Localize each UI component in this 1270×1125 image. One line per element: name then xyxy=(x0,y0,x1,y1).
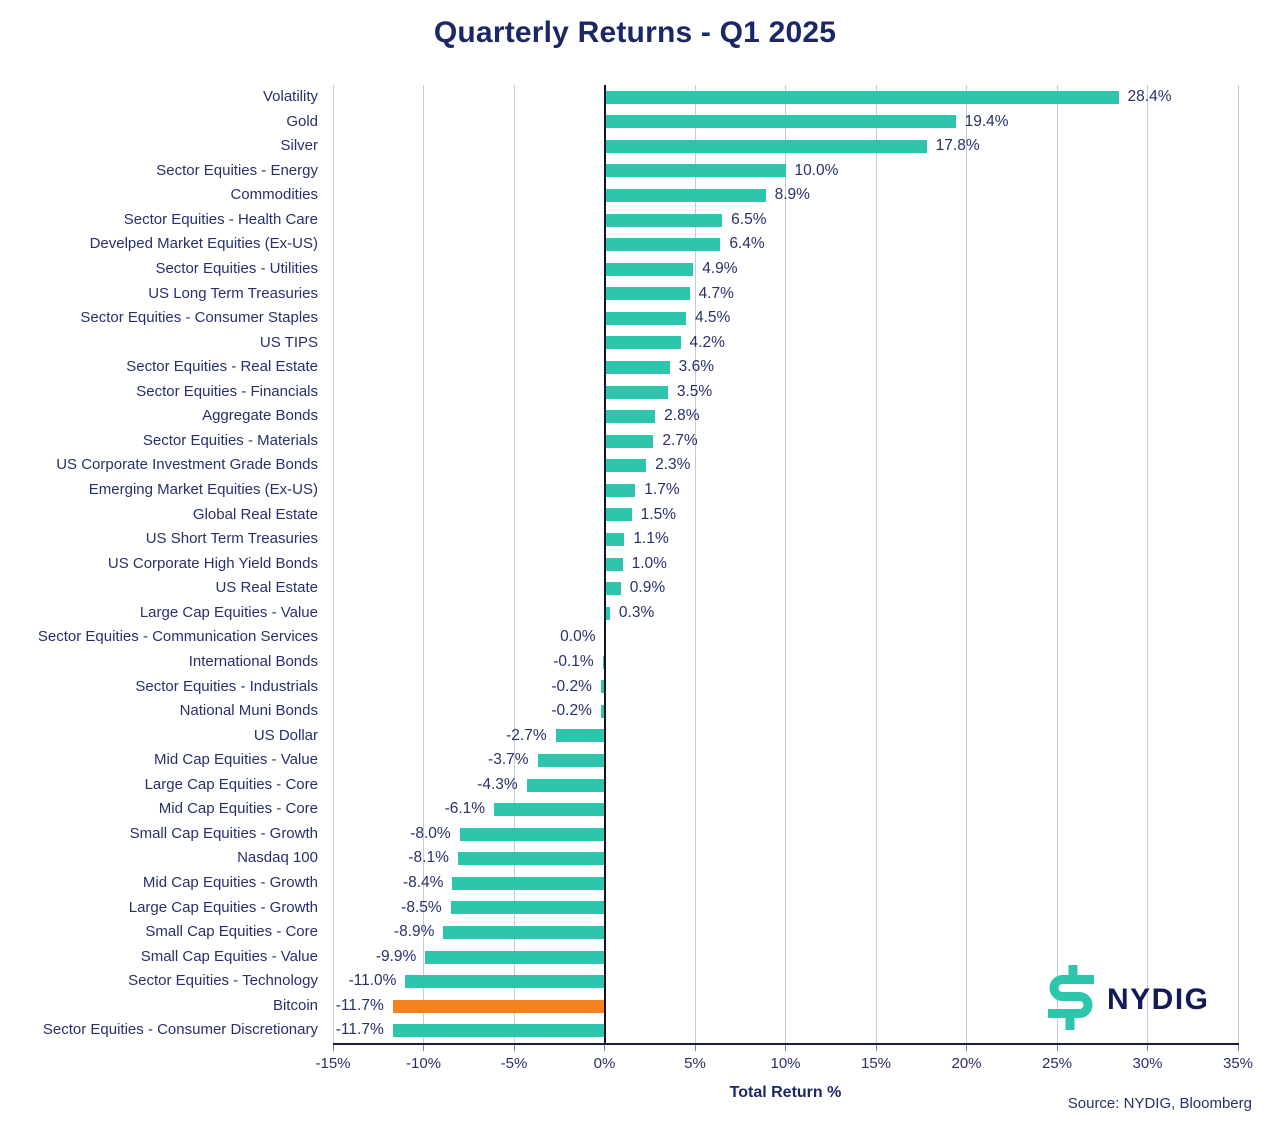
value-bar xyxy=(605,287,690,300)
value-bar xyxy=(405,975,604,988)
category-label: Bitcoin xyxy=(272,996,318,1014)
category-label: Sector Equities - Communication Services xyxy=(37,628,318,646)
value-label: 0.0% xyxy=(560,628,596,646)
value-bar xyxy=(605,238,721,251)
x-tick-label: -15% xyxy=(315,1055,351,1072)
value-label: -0.2% xyxy=(551,677,592,695)
category-label: Mid Cap Equities - Core xyxy=(158,800,318,818)
value-label: -8.5% xyxy=(401,898,442,916)
value-bar xyxy=(425,951,604,964)
chart-title: Quarterly Returns - Q1 2025 xyxy=(433,16,837,49)
value-label: 2.8% xyxy=(664,407,700,425)
category-label: Volatility xyxy=(262,88,318,105)
category-label: National Muni Bonds xyxy=(179,702,318,720)
x-axis-layer xyxy=(315,1043,1254,1083)
value-bar xyxy=(494,803,604,816)
value-bar xyxy=(605,214,723,227)
value-label: 4.9% xyxy=(702,259,738,277)
gridline xyxy=(966,85,967,1043)
category-label: US Short Term Treasuries xyxy=(145,530,318,548)
value-bar xyxy=(556,729,605,742)
category-label: US Long Term Treasuries xyxy=(148,284,318,302)
category-labels-layer xyxy=(0,85,333,1043)
value-label: 4.5% xyxy=(694,309,731,327)
value-label: 6.4% xyxy=(729,235,765,253)
category-label: Sector Equities - Financials xyxy=(136,382,318,400)
x-axis-title: Total Return % xyxy=(729,1084,842,1101)
category-label: Develped Market Equities (Ex-US) xyxy=(89,235,318,253)
value-label: -0.1% xyxy=(553,652,594,670)
value-bar xyxy=(605,533,625,546)
value-bar xyxy=(605,336,681,349)
category-label: US TIPS xyxy=(259,333,318,351)
x-tick-mark xyxy=(966,1045,967,1051)
value-label: 1.7% xyxy=(644,481,680,499)
x-tick-label: 25% xyxy=(1041,1055,1073,1072)
category-label: Small Cap Equities - Value xyxy=(140,947,318,965)
category-label: Global Real Estate xyxy=(192,505,318,523)
value-bar xyxy=(605,558,623,571)
value-label: -6.1% xyxy=(444,800,486,818)
gridline xyxy=(333,85,334,1043)
category-label: US Dollar xyxy=(253,726,318,744)
plot-area xyxy=(333,85,1238,1043)
x-tick-label: 35% xyxy=(1222,1055,1254,1072)
value-label: 6.5% xyxy=(731,210,767,228)
x-tick-label: 10% xyxy=(770,1055,801,1072)
category-label: Emerging Market Equities (Ex-US) xyxy=(88,481,318,499)
value-bar xyxy=(605,484,636,497)
category-label: Aggregate Bonds xyxy=(202,407,318,425)
x-tick-mark xyxy=(785,1045,786,1051)
x-tick-label: 5% xyxy=(684,1055,706,1072)
x-tick-label: 30% xyxy=(1132,1055,1163,1072)
value-bar xyxy=(605,435,654,448)
x-tick-mark xyxy=(604,1045,605,1051)
category-label: Sector Equities - Real Estate xyxy=(126,358,318,376)
nydig-logo xyxy=(1045,962,1210,1038)
value-label: 10.0% xyxy=(794,161,839,179)
category-label: Small Cap Equities - Core xyxy=(145,923,318,941)
category-label: Large Cap Equities - Core xyxy=(144,775,318,793)
category-label: Sector Equities - Energy xyxy=(156,161,318,179)
value-bar xyxy=(443,926,604,939)
value-bar xyxy=(605,263,694,276)
nydig-wordmark: NYDIG xyxy=(1107,983,1210,1016)
nydig-dollar-mark-icon xyxy=(1045,962,1097,1038)
gridline xyxy=(1057,85,1058,1043)
category-label: Sector Equities - Industrials xyxy=(135,677,318,695)
value-bar xyxy=(527,779,605,792)
category-label: Mid Cap Equities - Growth xyxy=(142,874,318,892)
category-label: Mid Cap Equities - Value xyxy=(154,751,318,769)
value-label: -8.4% xyxy=(402,874,444,892)
value-label: 0.9% xyxy=(629,579,666,597)
value-label: 17.8% xyxy=(935,137,980,155)
value-label: 4.2% xyxy=(689,333,725,351)
x-tick-mark xyxy=(876,1045,877,1051)
category-label: Sector Equities - Consumer Staples xyxy=(80,309,318,327)
category-label: International Bonds xyxy=(188,652,318,670)
source-note: Source: NYDIG, Bloomberg xyxy=(1067,1095,1252,1112)
category-label: US Real Estate xyxy=(215,579,318,597)
category-label: Commodities xyxy=(230,186,318,204)
value-bar-highlight xyxy=(393,1000,605,1013)
category-label: Nasdaq 100 xyxy=(237,849,318,867)
zero-axis-line xyxy=(604,85,606,1043)
value-bar xyxy=(452,877,604,890)
x-tick-mark xyxy=(514,1045,515,1051)
value-label: 4.7% xyxy=(698,284,734,302)
gridline xyxy=(785,85,786,1043)
value-bar xyxy=(605,91,1119,104)
x-tick-label: 20% xyxy=(951,1055,982,1072)
gridline xyxy=(876,85,877,1043)
value-bar xyxy=(605,459,647,472)
value-bar xyxy=(605,361,670,374)
value-bar xyxy=(538,754,605,767)
gridline xyxy=(1238,85,1239,1043)
category-label: Sector Equities - Materials xyxy=(142,431,318,449)
value-bar xyxy=(605,312,686,325)
category-label: US Corporate High Yield Bonds xyxy=(107,554,318,572)
category-label: Sector Equities - Health Care xyxy=(123,210,318,228)
value-label: 0.3% xyxy=(618,603,655,621)
category-label: Gold xyxy=(286,112,318,130)
x-tick-mark xyxy=(333,1045,334,1051)
value-label: 28.4% xyxy=(1127,88,1172,105)
value-label: 8.9% xyxy=(774,186,810,204)
x-tick-label: -10% xyxy=(405,1055,442,1072)
category-label: Large Cap Equities - Growth xyxy=(128,898,318,916)
x-tick-mark xyxy=(695,1045,696,1051)
value-label: -4.3% xyxy=(477,775,518,793)
x-tick-label: -5% xyxy=(500,1055,528,1072)
value-label: 1.5% xyxy=(640,505,676,523)
value-label: 3.6% xyxy=(678,358,714,376)
value-label: -0.2% xyxy=(551,702,592,720)
value-label: -3.7% xyxy=(488,751,529,769)
value-bar xyxy=(393,1024,605,1037)
value-label: 2.3% xyxy=(655,456,691,474)
value-label: -8.0% xyxy=(410,824,451,842)
category-label: Small Cap Equities - Growth xyxy=(129,824,318,842)
x-tick-label: 15% xyxy=(860,1055,892,1072)
value-bar xyxy=(451,901,605,914)
x-tick-mark xyxy=(1057,1045,1058,1051)
value-label: -11.7% xyxy=(335,1021,384,1039)
value-bar xyxy=(605,164,786,177)
category-label: Large Cap Equities - Value xyxy=(139,603,318,621)
category-label: Sector Equities - Utilities xyxy=(155,259,318,277)
value-label: 1.1% xyxy=(633,530,669,548)
value-bar xyxy=(460,828,605,841)
category-label: Silver xyxy=(280,137,318,155)
gridline xyxy=(695,85,696,1043)
value-bar xyxy=(605,140,927,153)
category-label: US Corporate Investment Grade Bonds xyxy=(56,456,318,474)
x-tick-mark xyxy=(423,1045,424,1051)
value-bar xyxy=(605,508,632,521)
value-bar xyxy=(605,189,766,202)
x-tick-mark xyxy=(1147,1045,1148,1051)
value-label: -9.9% xyxy=(375,947,417,965)
category-label: Sector Equities - Technology xyxy=(128,972,318,990)
gridline xyxy=(514,85,515,1043)
value-label: 2.7% xyxy=(662,431,698,449)
value-label: -8.9% xyxy=(393,923,435,941)
value-bar xyxy=(605,115,956,128)
value-label: -2.7% xyxy=(506,726,547,744)
value-bar xyxy=(605,386,668,399)
value-label: 19.4% xyxy=(964,112,1009,130)
x-tick-mark xyxy=(1238,1045,1239,1051)
value-label: -11.0% xyxy=(348,972,397,990)
value-bar xyxy=(605,410,656,423)
value-label: 1.0% xyxy=(631,554,667,572)
value-label: -11.7% xyxy=(335,996,384,1014)
value-bar xyxy=(605,582,621,595)
gridline xyxy=(1147,85,1148,1043)
value-label: 3.5% xyxy=(676,382,713,400)
x-tick-label: 0% xyxy=(593,1055,616,1072)
value-bar xyxy=(458,852,605,865)
value-label: -8.1% xyxy=(408,849,449,867)
category-label: Sector Equities - Consumer Discretionary xyxy=(42,1021,318,1039)
